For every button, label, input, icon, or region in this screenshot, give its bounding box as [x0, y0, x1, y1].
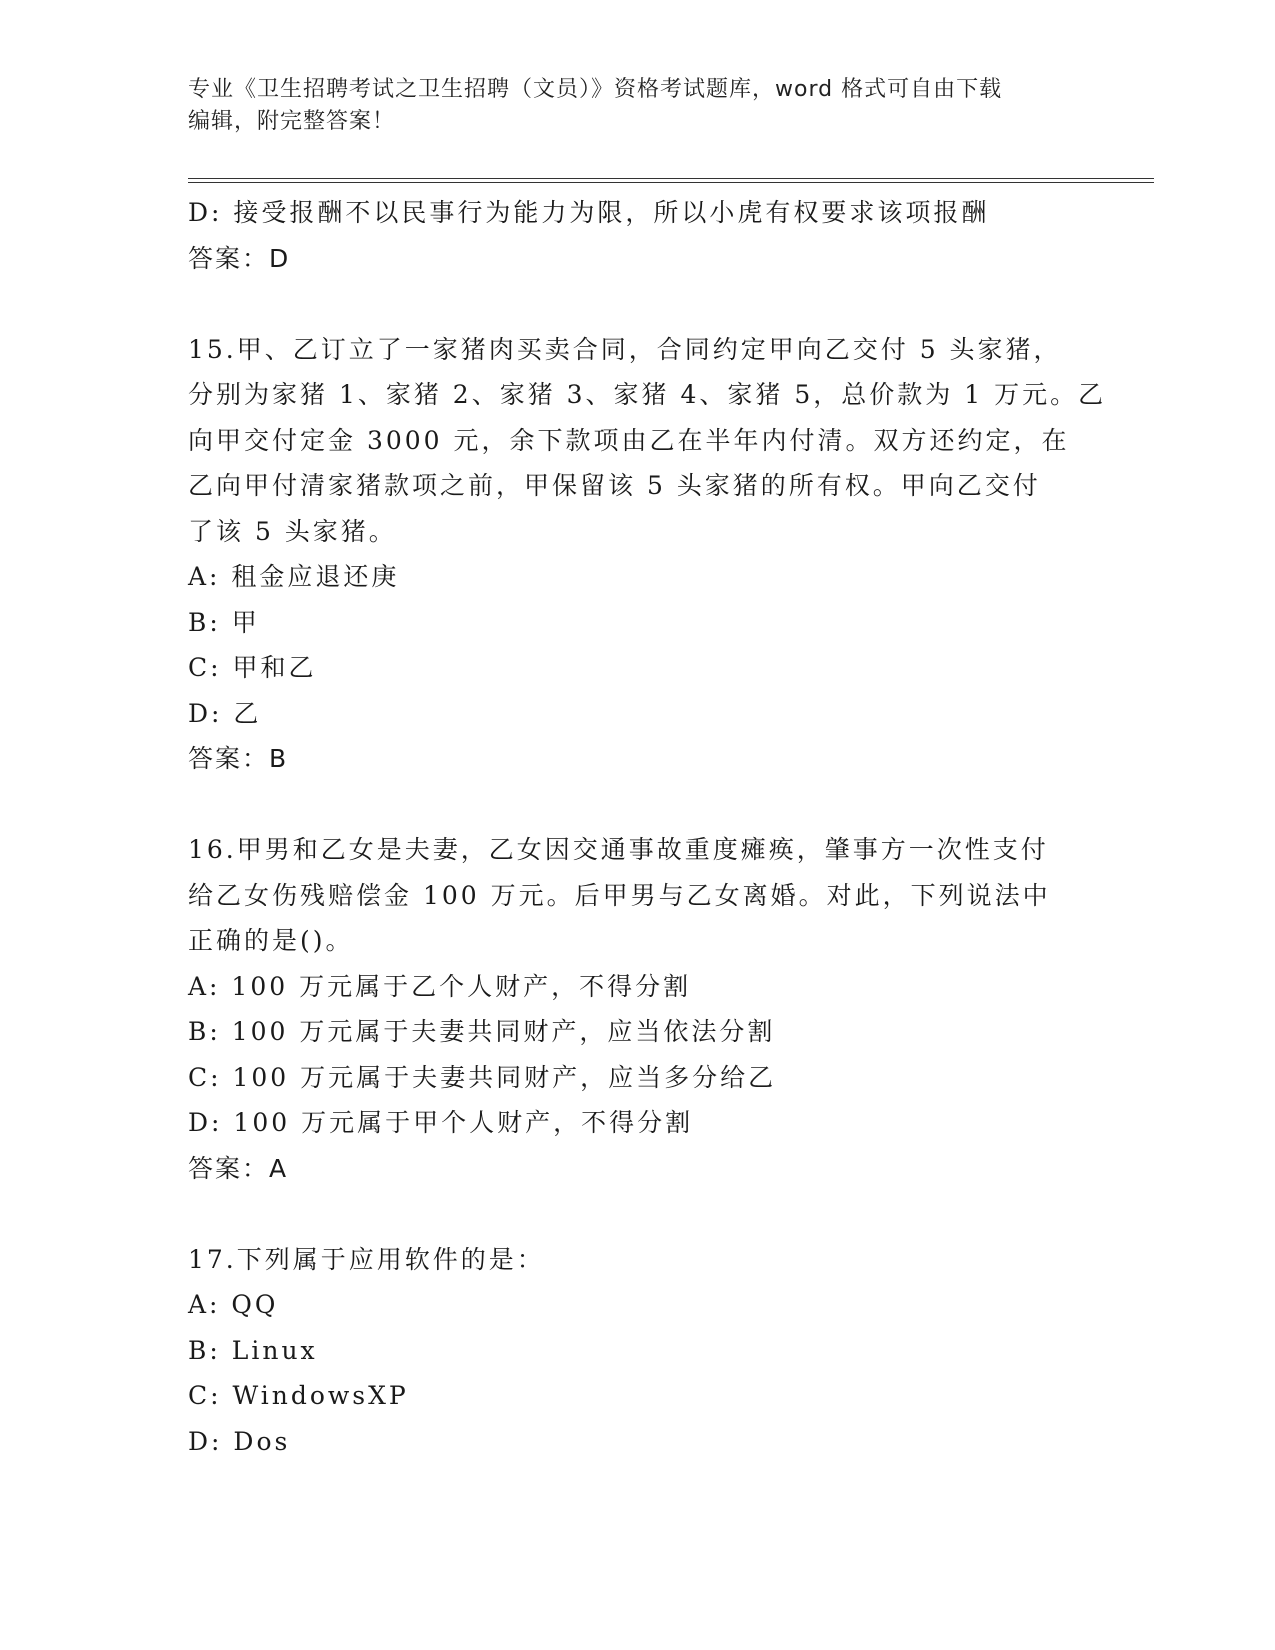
option-d: D: 接受报酬不以民事行为能力为限，所以小虎有权要求该项报酬 — [188, 198, 990, 227]
question-text-line: 分别为家猪 1、家猪 2、家猪 3、家猪 4、家猪 5，总价款为 1 万元。乙 — [188, 380, 1107, 409]
option-a: A: 租金应退还庚 — [188, 562, 400, 591]
header-line-1: 专业《卫生招聘考试之卫生招聘（文员）》资格考试题库，word 格式可自由下载 — [188, 77, 1003, 102]
option-d: D: 乙 — [188, 698, 262, 728]
question-text-line: 了该 5 头家猪。 — [188, 516, 397, 546]
question-17 — [188, 1237, 1088, 1465]
question-text-line: 向甲交付定金 3000 元，余下款项由乙在半年内付清。双方还约定，在 — [188, 425, 1070, 455]
option-c: C: 甲和乙 — [188, 653, 317, 682]
spacer — [188, 281, 1088, 327]
question-text-line: 17.下列属于应用软件的是： — [188, 1244, 545, 1274]
question-text-line: 15.甲、乙订立了一家猪肉买卖合同，合同约定甲向乙交付 5 头家猪， — [188, 334, 1062, 364]
option-b: B: Linux — [188, 1335, 318, 1365]
header-divider — [188, 178, 1154, 183]
option-a: A: QQ — [188, 1290, 279, 1319]
option-c: C: 100 万元属于夫妻共同财产，应当多分给乙 — [188, 1062, 777, 1092]
option-a: A: 100 万元属于乙个人财产，不得分割 — [188, 971, 692, 1001]
option-d: D: 100 万元属于甲个人财产，不得分割 — [188, 1108, 694, 1137]
question-text-line: 给乙女伤残赔偿金 100 万元。后甲男与乙女离婚。对此，下列说法中 — [188, 880, 1051, 910]
spacer — [188, 782, 1088, 828]
answer: 答案：D — [188, 243, 291, 273]
document-header — [188, 74, 1088, 138]
option-c: C: WindowsXP — [188, 1381, 409, 1410]
option-d: D: Dos — [188, 1426, 291, 1456]
answer: 答案：A — [188, 1153, 289, 1183]
question-text-line: 正确的是()。 — [188, 926, 354, 955]
question-text-line: 16.甲男和乙女是夫妻，乙女因交通事故重度瘫痪，肇事方一次性支付 — [188, 835, 1049, 864]
question-16 — [188, 827, 1088, 1191]
option-b: B: 甲 — [188, 607, 260, 637]
question-list — [188, 190, 1107, 1464]
header-line-2: 编辑，附完整答案！ — [188, 109, 396, 134]
question-text-line: 乙向甲付清家猪款项之前，甲保留该 5 头家猪的所有权。甲向乙交付 — [188, 471, 1041, 500]
answer: 答案：B — [188, 744, 289, 773]
question-15 — [188, 327, 1107, 782]
spacer — [188, 1191, 1088, 1237]
option-b: B: 100 万元属于夫妻共同财产，应当依法分割 — [188, 1017, 776, 1046]
